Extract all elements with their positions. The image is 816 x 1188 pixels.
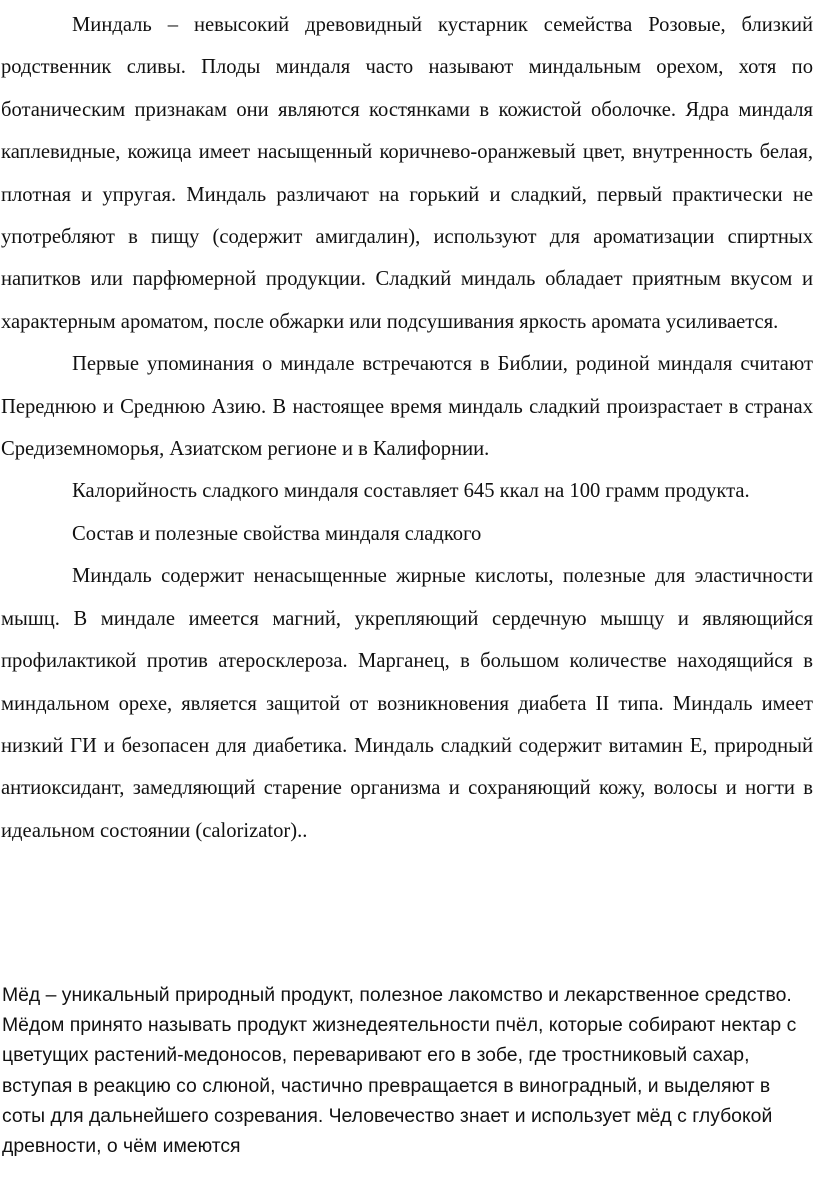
- almond-section-heading: Состав и полезные свойства миндаля сладкого: [72, 522, 482, 545]
- honey-paragraph: Мёд – уникальный природный продукт, полезное лакомство и лекарственное средство. Мёдом принято называть продукт жизнедеятельности пчёл, которые собирают нектар с цветущих растений-медоносов, переваривают его в зобе, где тростниковый сахар, вступая в реакцию со слюной, частично превращается в виноградный, и выделяют в соты для дальнейшего созревания. Человечество знает и использует мёд с глубокой древности, о чём имеются: [2, 984, 797, 1158]
- almond-article: [1, 4, 813, 852]
- almond-calories-paragraph: Калорийность сладкого миндаля составляет 645 ккал на 100 грамм продукта.: [72, 480, 750, 503]
- almond-description-paragraph: Миндаль – невысокий древовидный кустарник семейства Розовые, близкий родственник сливы. Плоды миндаля часто называют миндальным орехом, хотя по ботаническим признакам они являются костянками в кожистой оболочке. Ядра миндаля каплевидные, кожица имеет насыщенный коричнево-оранжевый цвет, внутренность белая, плотная и упругая. Миндаль различают на горький и сладкий, первый практически не употребляют в пищу (содержит амигдалин), используют для ароматизации спиртных напитков или парфюмерной продукции. Сладкий миндаль обладает приятным вкусом и характерным ароматом, после обжарки или подсушивания яркость аромата усиливается.: [1, 14, 813, 333]
- almond-origin-paragraph: Первые упоминания о миндале встречаются в Библии, родиной миндаля считают Переднюю и Среднюю Азию. В настоящее время миндаль сладкий произрастает в странах Средиземноморья, Азиатском регионе и в Калифорнии.: [1, 353, 813, 461]
- almond-benefits-paragraph: Миндаль содержит ненасыщенные жирные кислоты, полезные для эластичности мышц. В миндале имеется магний, укрепляющий сердечную мышцу и являющийся профилактикой против атеросклероза. Марганец, в большом количестве находящийся в миндальном орехе, является защитой от возникновения диабета II типа. Миндаль имеет низкий ГИ и безопасен для диабетика. Миндаль сладкий содержит витамин Е, природный антиоксидант, замедляющий старение организма и сохраняющий кожу, волосы и ногти в идеальном состоянии (calorizator)..: [1, 565, 813, 842]
- honey-article: [2, 980, 810, 1161]
